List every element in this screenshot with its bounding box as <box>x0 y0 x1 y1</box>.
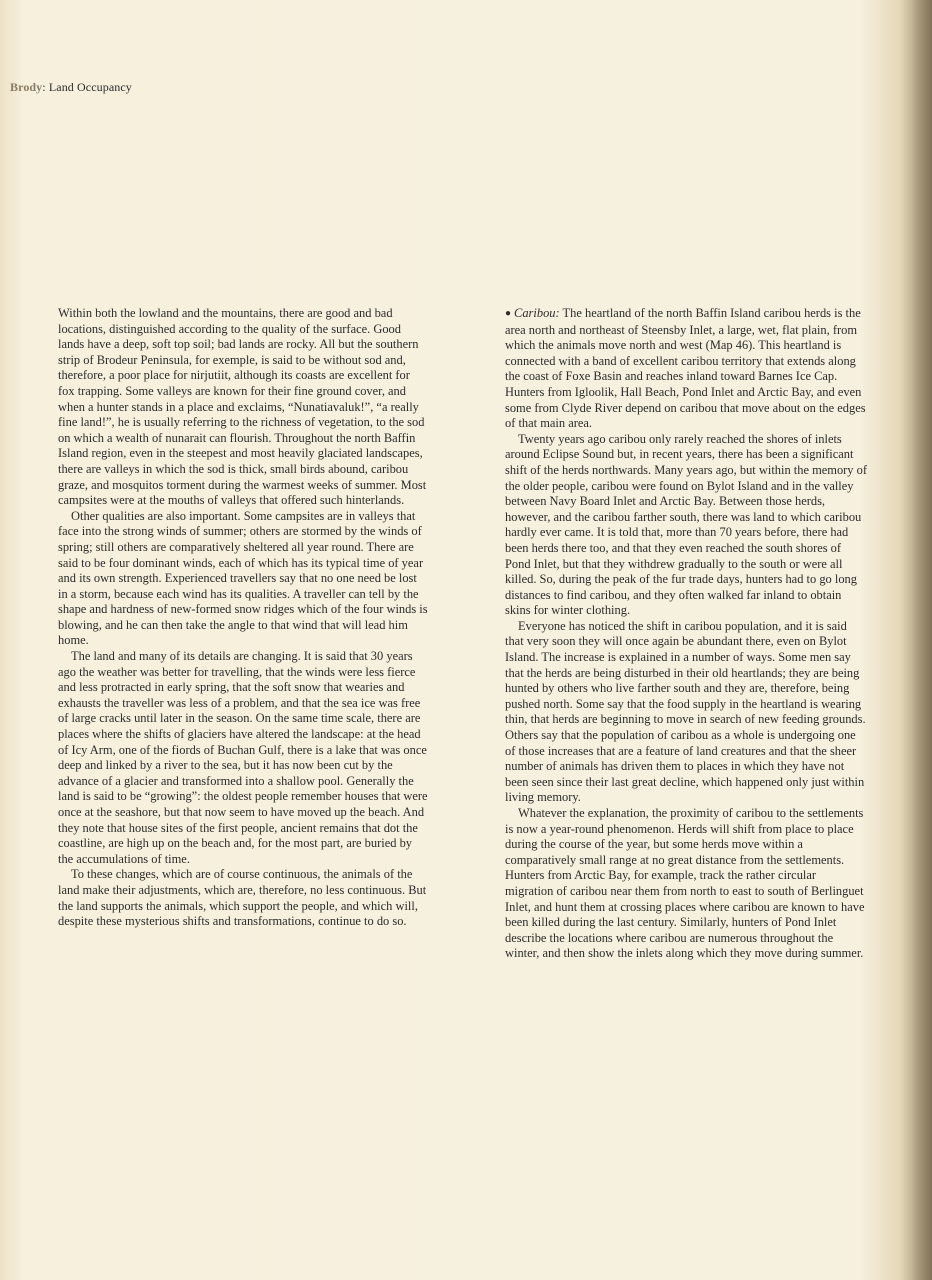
bullet-icon: ● <box>505 308 512 319</box>
section-lead-term: Caribou: <box>514 306 560 320</box>
running-head-separator: : <box>42 80 49 94</box>
running-head-title: Land Occupancy <box>48 80 132 94</box>
body-paragraph: To these changes, which are of course continuous, the animals of the land make their adjustments, which are, therefore, no less continuous. But the land supports the animals, which support the people, and which will, despite these mysterious shifts and transformations, continue to do so. <box>58 867 427 929</box>
running-head <box>10 80 132 95</box>
running-head-author: Brody <box>10 80 43 94</box>
page-edge-shadow <box>912 0 932 1280</box>
body-paragraph: Whatever the explanation, the proximity of caribou to the settlements is now a year-round phenomenon. Herds will shift from place to place during the course of the year, but some herds move within a comparatively small range at no great distance from the settlements. Hunters from Arctic Bay, for example, track the rather circular migration of caribou near them from north to east to south of Berlinguet Inlet, and hunt them at crossing places where caribou are known to have been killed during the last century. Similarly, hunters of Pond Inlet describe the locations where caribou are numerous throughout the winter, and then show the inlets along which they move during summer. <box>505 806 865 961</box>
body-paragraph: Twenty years ago caribou only rarely reached the shores of inlets around Eclipse Sound but, in recent years, there has been a significant shift of the herds northwards. Many years ago, but within the memory of the older people, caribou were found on Bylot Island and in the valley between Navy Board Inlet and Arctic Bay. Between those herds, however, and the caribou farther south, there was land to which caribou hardly ever came. It is told that, more than 70 years before, there had been herds there too, and that they even reached the south shores of Pond Inlet, but that they withdrew gradually to the south or were all killed. So, during the peak of the fur trade days, hunters had to go long distances to find caribou, and they often walked far inland to obtain skins for winter clothing. <box>505 431 867 618</box>
body-paragraph: Within both the lowland and the mountains, there are good and bad locations, distinguished according to the quality of the surface. Good lands have a deep, soft top soil; bad lands are rocky. All but the southern strip of Brodeur Peninsula, for exemple, is said to be without sod and, therefore, a poor place for nirjutiit, although its coasts are excellent for fox trapping. Some valleys are known for their fine ground cover, and when a hunter stands in a place and exclaims, “Nunatiavaluk!”, “a really fine land!”, he is usually referring to the richness of vegetation, to the sod on which a wealth of nunarait can flourish. Throughout the north Baffin Island region, even in the steepest and most heavily glaciated landscapes, there are valleys in which the sod is thick, small birds abound, caribou graze, and mosquitos torment during the warmest weeks of summer. Most campsites were at the mouths of valleys that offered such hinterlands. <box>58 306 427 508</box>
caribou-section-lead <box>505 306 867 432</box>
left-column <box>58 306 428 930</box>
body-paragraph: Other qualities are also important. Some campsites are in valleys that face into the strong winds of summer; others are stormed by the winds of spring; still others are comparatively sheltered all year round. There are said to be four dominant winds, each of which has its typical time of year and its own strength. Experienced travellers say that no one need be lost in a storm, because each wind has its qualities. A traveller can tell by the shape and hardness of new-formed snow ridges which of the four winds is blowing, and he can then take the angle to that wind that will lead him home. <box>58 508 428 648</box>
body-paragraph: Everyone has noticed the shift in caribou population, and it is said that very soon they will once again be abundant there, even on Bylot Island. The increase is explained in a number of ways. Some men say that the herds are being disturbed in their old heartlands; they are being hunted by others who live farther south and they are, therefore, being pushed north. Some say that the food supply in the heartland is wearing thin, that herds are beginning to move in search of new feeding grounds. Others say that the population of caribou as a whole is undergoing one of those increases that are a feature of land creatures and that the sheer number of animals has driven them to places in which they have not been seen since their last great decline, which happened only just within living memory. <box>505 618 866 805</box>
right-column <box>505 306 867 962</box>
section-lead-text: The heartland of the north Baffin Island caribou herds is the area north and northeast of Steensby Inlet, a large, wet, flat plain, from which the animals move north and west (Map 46). This heartland is connected with a band of excellent caribou territory that extends along the coast of Foxe Basin and reaches inland toward Barnes Ice Cap. Hunters from Igloolik, Hall Beach, Pond Inlet and Arctic Bay, and even some from Clyde River depend on caribou that move about on the edges of that main area. <box>505 306 866 431</box>
body-paragraph: The land and many of its details are changing. It is said that 30 years ago the weather was better for travelling, that the winds were less fierce and less protracted in early spring, that the soft snow that wearies and exhausts the traveller was less of a problem, and that the sea ice was free of large cracks until later in the season. On the same time scale, there are places where the shifts of glaciers have altered the landscape: at the head of Icy Arm, one of the fiords of Buchan Gulf, there is a lake that was once deep and linked by a river to the sea, but it has now been cut by the advance of a glacier and transformed into a shallow pool. Generally the land is said to be “growing”: the oldest people remember houses that were once at the seashore, but that now seem to have moved up the beach. And they note that house sites of the first people, ancient remains that dot the coastline, are high up on the beach and, for the most part, are buried by the accumulations of time. <box>58 649 428 866</box>
